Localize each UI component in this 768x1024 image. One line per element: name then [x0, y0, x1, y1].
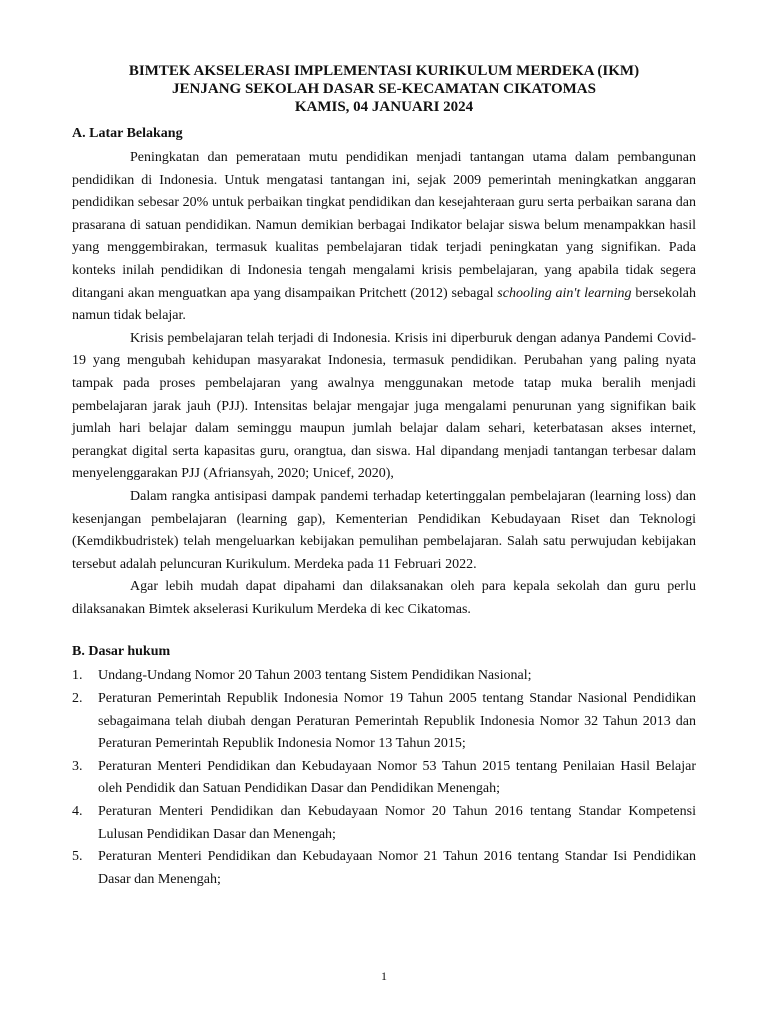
- legal-basis-list: [72, 665, 696, 891]
- paragraph-1-text-b: bersekolah namun tidak belajar.: [72, 285, 696, 324]
- list-item-number: 1.: [72, 668, 83, 684]
- list-item-text: Peraturan Pemerintah Republik Indonesia Nomor 19 Tahun 2005 tentang Standar Nasional Pendidikan sebagaimana telah diubah dengan Peraturan Pemerintah Republik Indonesia Nomor 32 Tahun 2013 dan Peraturan Pemerintah Republik Indonesia Nomor 13 Tahun 2015;: [98, 691, 696, 752]
- paragraph-1-text-a: Peningkatan dan pemerataan mutu pendidikan menjadi tantangan utama dalam pembangunan pendidikan di Indonesia. Untuk mengatasi tantangan ini, sejak 2009 pemerintah meningkatkan anggaran pendidikan sebesar 20% untuk perbaikan tingkat pendidikan dan kesejahteraan guru serta perbaikan sarana dan prasarana di satuan pendidikan. Namun demikian berbagai Indikator belajar siswa belum menampakkan hasil yang menggembirakan, termasuk kualitas pembelajaran tidak terjadi peningkatan yang signifikan. Pada konteks inilah pendidikan di Indonesia tengah mengalami krisis pembelajaran, yang apabila tidak segera ditangani akan menguatkan apa yang disampaikan Pritchett (2012) sebagal: [72, 150, 696, 301]
- paragraph-4: Agar lebih mudah dapat dipahami dan dilaksanakan oleh para kepala sekolah dan guru perlu dilaksanakan Bimtek akselerasi Kurikulum Merdeka di kec Cikatomas.: [72, 579, 696, 617]
- list-item: [72, 688, 696, 756]
- section-dasar-hukum: [72, 643, 696, 891]
- paragraph-3: Dalam rangka antisipasi dampak pandemi terhadap ketertinggalan pembelajaran (learning loss) dan kesenjangan pembelajaran (learning gap), Kementerian Pendidikan Kebudayaan Riset dan Teknologi (Kemdikbudristek) telah mengeluarkan kebijakan pemulihan pembelajaran. Salah satu perwujudan kebijakan tersebut adalah peluncuran Kurikulum. Merdeka pada 11 Februari 2022.: [72, 488, 696, 572]
- list-item-text: Peraturan Menteri Pendidikan dan Kebudayaan Nomor 21 Tahun 2016 tentang Standar Isi Pendidikan Dasar dan Menengah;: [98, 849, 696, 887]
- list-item-number: 2.: [72, 691, 83, 707]
- list-item: [72, 801, 696, 846]
- list-item-number: 5.: [72, 849, 83, 865]
- list-item: [72, 846, 696, 891]
- section-latar-belakang: [72, 125, 696, 621]
- section-a-heading: A. Latar Belakang: [72, 126, 183, 141]
- paragraph-1-italic: schooling ain't learning: [497, 285, 632, 301]
- list-item-number: 4.: [72, 804, 83, 820]
- title-line-3: KAMIS, 04 JANUARI 2024: [294, 99, 474, 115]
- document-title: [72, 62, 696, 116]
- list-item-text: Peraturan Menteri Pendidikan dan Kebudayaan Nomor 20 Tahun 2016 tentang Standar Kompetensi Lulusan Pendidikan Dasar dan Menengah;: [98, 804, 696, 842]
- list-item: [72, 665, 696, 688]
- list-item-text: Undang-Undang Nomor 20 Tahun 2003 tentang Sistem Pendidikan Nasional;: [98, 668, 532, 684]
- section-b-heading: B. Dasar hukum: [72, 644, 171, 660]
- list-item-text: Peraturan Menteri Pendidikan dan Kebudayaan Nomor 53 Tahun 2015 tentang Penilaian Hasil Belajar oleh Pendidik dan Satuan Pendidikan Dasar dan Pendidikan Menengah;: [98, 758, 696, 797]
- paragraph-1: [72, 147, 696, 328]
- list-item: [72, 756, 696, 801]
- list-item-number: 3.: [72, 758, 83, 774]
- title-line-2: JENJANG SEKOLAH DASAR SE-KECAMATAN CIKATOMAS: [172, 81, 596, 97]
- paragraph-2: Krisis pembelajaran telah terjadi di Indonesia. Krisis ini diperburuk dengan adanya Pandemi Covid-19 yang mengubah kehidupan masyarakat Indonesia, termasuk pendidikan. Perubahan yang paling nyata tampak pada proses pembelajaran yang awalnya menggunakan metode tatap muka beralih menjadi pembelajaran jarak jauh (PJJ). Intensitas belajar mengajar juga mengalami penurunan yang signifikan baik jumlah hari belajar dalam seminggu maupun jumlah belajar dalam sehari, keterbatasan akses internet, perangkat digital serta kapasitas guru, orangtua, dan siswa. Hal dipandang menjadi tantangan terbesar dalam menyelenggarakan PJJ (Afriansyah, 2020; Unicef, 2020),: [72, 330, 696, 482]
- page-number: 1: [381, 969, 387, 983]
- title-line-1: BIMTEK AKSELERASI IMPLEMENTASI KURIKULUM MERDEKA (IKM): [128, 63, 640, 79]
